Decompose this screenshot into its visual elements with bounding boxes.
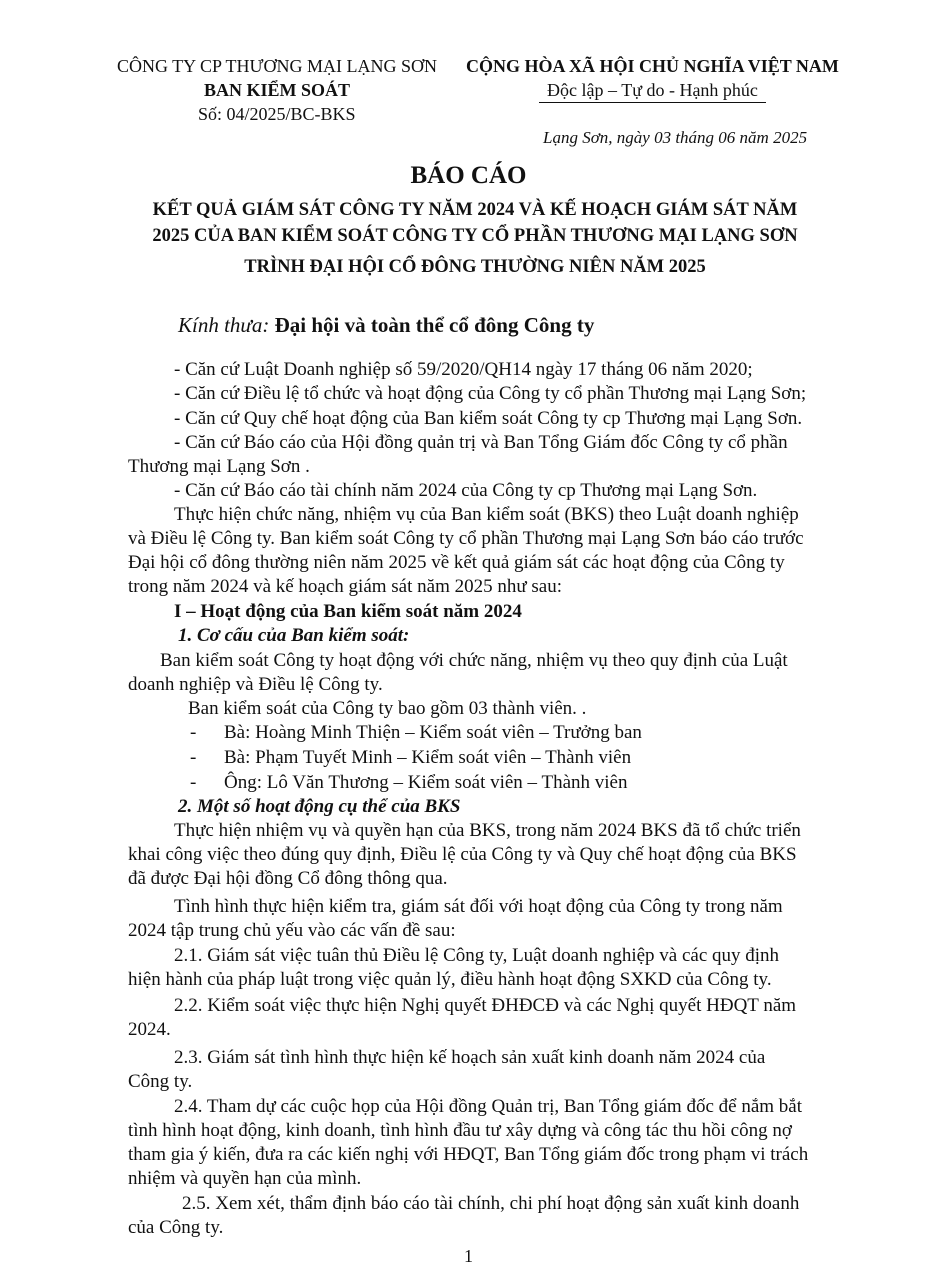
document-date: Lạng Sơn, ngày 03 tháng 06 năm 2025 (543, 128, 808, 147)
nation-title: CỘNG HÒA XÃ HỘI CHỦ NGHĨA VIỆT NAM (466, 56, 839, 76)
intro-line: Thực hiện chức năng, nhiệm vụ của Ban kiểm soát (BKS) theo Luật doanh nghiệp (174, 504, 799, 525)
document-number: Số: 04/2025/BC-BKS (198, 104, 356, 124)
basis-line: - Căn cứ Quy chế hoạt động của Ban kiểm soát Công ty cp Thương mại Lạng Sơn. (174, 408, 803, 429)
report-subtitle-line2: 2025 CỦA BAN KIỂM SOÁT CÔNG TY CỔ PHẦN THƯƠNG MẠI LẠNG SƠN (152, 226, 798, 246)
item-line: 2.2. Kiểm soát việc thực hiện Nghị quyết ĐHĐCĐ và các Nghị quyết HĐQT năm (174, 995, 797, 1016)
item-line: hiện hành của pháp luật trong việc quản lý, điều hành hoạt động SXKD của Công ty. (128, 969, 772, 990)
member-item: Ông: Lô Văn Thương – Kiểm soát viên – Thành viên (224, 772, 628, 793)
item-line: 2.4. Tham dự các cuộc họp của Hội đồng Quản trị, Ban Tổng giám đốc để nắm bắt (174, 1096, 802, 1117)
motto: Độc lập – Tự do - Hạnh phúc (547, 80, 758, 100)
report-title: BÁO CÁO (410, 162, 527, 189)
body-line: doanh nghiệp và Điều lệ Công ty. (128, 674, 383, 695)
page-number: 1 (464, 1246, 473, 1266)
basis-line: - Căn cứ Báo cáo của Hội đồng quản trị và Ban Tổng Giám đốc Công ty cổ phần (174, 432, 788, 453)
intro-line: trong năm 2024 và kế hoạch giám sát năm 2025 như sau: (128, 576, 563, 597)
basis-line: - Căn cứ Báo cáo tài chính năm 2024 của Công ty cp Thương mại Lạng Sơn. (174, 480, 758, 501)
member-bullet: - (190, 722, 197, 743)
item-line: nhiệm và quyền hạn của mình. (128, 1168, 362, 1189)
company-name: CÔNG TY CP THƯƠNG MẠI LẠNG SƠN (117, 56, 437, 76)
intro-line: và Điều lệ Công ty. Ban kiểm soát Công ty cổ phần Thương mại Lạng Sơn báo cáo trước (128, 528, 804, 549)
item-line: của Công ty. (128, 1217, 224, 1238)
item-line: tham gia ý kiến, đưa ra các kiến nghị với HĐQT, Ban Tổng giám đốc trong phạm vi trách (128, 1144, 809, 1165)
motto-underline (539, 102, 766, 103)
item-line: 2024. (128, 1019, 171, 1040)
intro-line: Đại hội cổ đông thường niên năm 2025 về kết quả giám sát các hoạt động của Công ty (128, 552, 785, 573)
subsection-heading: 2. Một số hoạt động cụ thể của BKS (178, 796, 461, 817)
greeting-prefix: Kính thưa: (178, 313, 270, 337)
body-line: đã được Đại hội đồng Cổ đông thông qua. (128, 868, 448, 889)
greeting-text: Đại hội và toàn thể cổ đông Công ty (274, 313, 595, 337)
department-name: BAN KIỂM SOÁT (203, 80, 351, 100)
report-subtitle-line3: TRÌNH ĐẠI HỘI CỔ ĐÔNG THƯỜNG NIÊN NĂM 2025 (244, 257, 706, 277)
body-line: 2024 tập trung chủ yếu vào các vấn đề sau: (128, 920, 456, 941)
body-line: Ban kiểm soát Công ty hoạt động với chức năng, nhiệm vụ theo quy định của Luật (160, 650, 788, 671)
member-bullet: - (190, 747, 197, 768)
body-line: khai công việc theo đúng quy định, Điều lệ của Công ty và Quy chế hoạt động của BKS (128, 844, 797, 865)
report-subtitle-line1: KẾT QUẢ GIÁM SÁT CÔNG TY NĂM 2024 VÀ KẾ HOẠCH GIÁM SÁT NĂM (152, 200, 798, 220)
item-line: Công ty. (128, 1071, 193, 1092)
body-line: Tình hình thực hiện kiểm tra, giám sát đối với hoạt động của Công ty trong năm (174, 896, 783, 917)
basis-line: - Căn cứ Điều lệ tổ chức và hoạt động của Công ty cổ phần Thương mại Lạng Sơn; (174, 383, 807, 404)
members-intro: Ban kiểm soát của Công ty bao gồm 03 thành viên. . (188, 698, 587, 719)
section-heading: I – Hoạt động của Ban kiểm soát năm 2024 (174, 601, 522, 622)
item-line: tình hình hoạt động, kinh doanh, tình hình đầu tư xây dựng và công tác thu hồi công nợ (128, 1120, 792, 1141)
item-line: 2.5. Xem xét, thẩm định báo cáo tài chính, chi phí hoạt động sản xuất kinh doanh (182, 1193, 800, 1214)
greeting (178, 313, 594, 338)
member-bullet: - (190, 772, 197, 793)
member-item: Bà: Phạm Tuyết Minh – Kiểm soát viên – Thành viên (224, 747, 632, 768)
body-line: Thực hiện nhiệm vụ và quyền hạn của BKS, trong năm 2024 BKS đã tổ chức triển (174, 820, 801, 841)
item-line: 2.3. Giám sát tình hình thực hiện kế hoạch sản xuất kinh doanh năm 2024 của (174, 1047, 766, 1068)
subsection-heading: 1. Cơ cấu của Ban kiểm soát: (178, 625, 410, 646)
basis-line: Thương mại Lạng Sơn . (128, 456, 310, 477)
member-item: Bà: Hoàng Minh Thiện – Kiểm soát viên – Trưởng ban (224, 722, 642, 743)
item-line: 2.1. Giám sát việc tuân thủ Điều lệ Công ty, Luật doanh nghiệp và các quy định (174, 945, 780, 966)
basis-line: - Căn cứ Luật Doanh nghiệp số 59/2020/QH14 ngày 17 tháng 06 năm 2020; (174, 359, 753, 380)
